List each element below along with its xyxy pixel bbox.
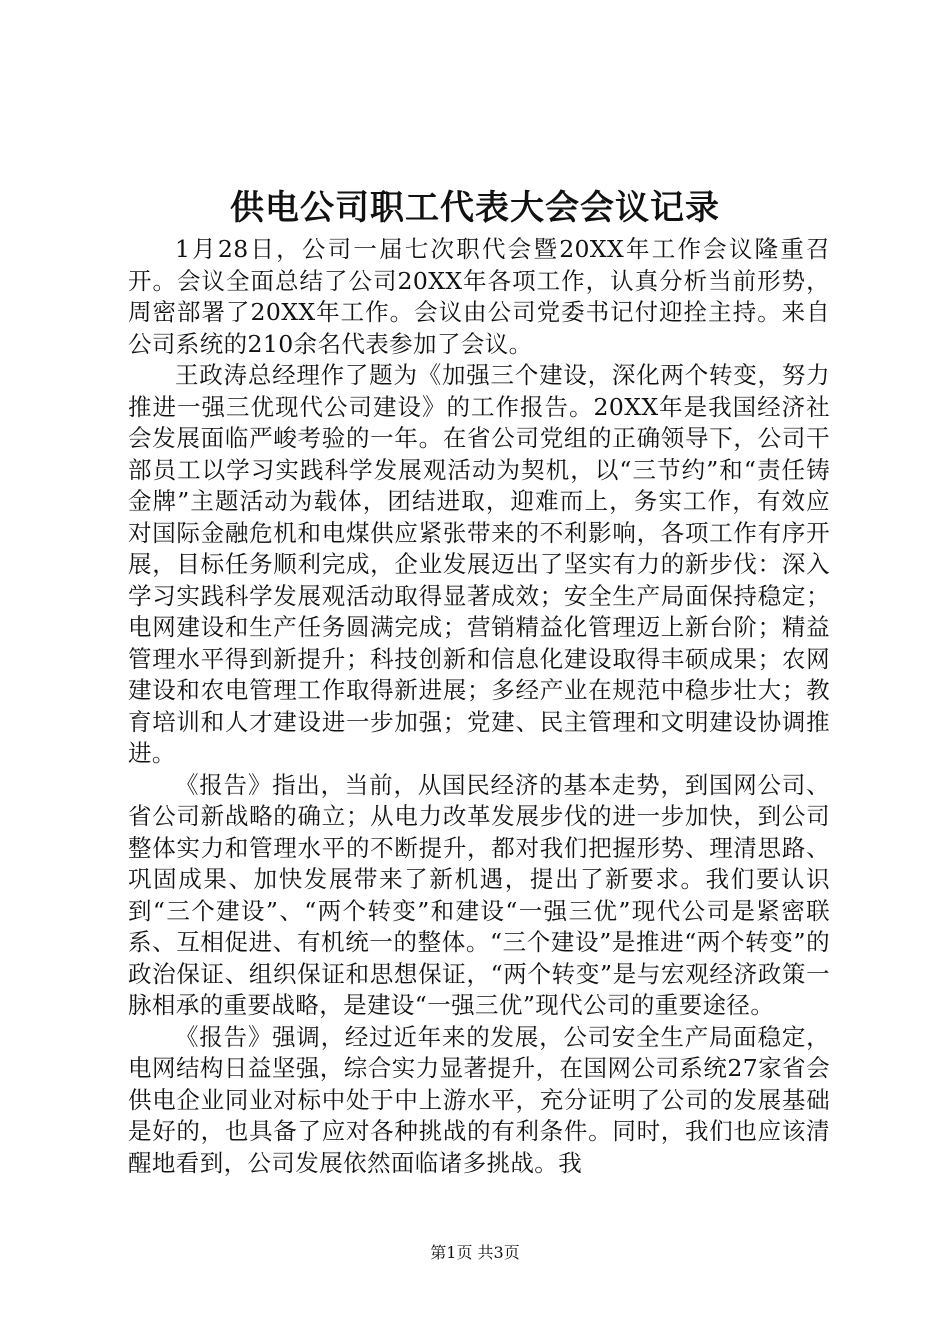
page-number-footer: 第1页 共3页 (430, 1243, 520, 1262)
paragraph: 《报告》指出，当前，从国民经济的基本走势，到国网公司、省公司新战略的确立；从电力改革发展步伐的进一步加快，到公司整体实力和管理水平的不断提升，都对我们把握形势、理清思路、巩固成果、加快发展带来了新机遇，提出了新要求。我们要认识到“三个建设”、“两个转变”和建设“一强三优”现代公司是紧密联系、互相促进、有机统一的整体。“三个建设”是推进“两个转变”的政治保证、组织保证和思想保证，“两个转变”是与宏观经济政策一脉相承的重要战略，是建设“一强三优”现代公司的重要途径。 (128, 770, 830, 1019)
document-body (128, 234, 830, 1179)
paragraph: 1月28日，公司一届七次职代会暨20XX年工作会议隆重召开。会议全面总结了公司20XX年各项工作，认真分析当前形势，周密部署了20XX年工作。会议由公司党委书记付迎拴主持。来自公司系统的210余名代表参加了会议。 (128, 235, 830, 358)
paragraph: 王政涛总经理作了题为《加强三个建设，深化两个转变，努力推进一强三优现代公司建设》的工作报告。20XX年是我国经济社会发展面临严峻考验的一年。在省公司党组的正确领导下，公司干部员工以学习实践科学发展观活动为契机，以“三节约”和“责任铸金牌”主题活动为载体，团结进取，迎难而上，务实工作，有效应对国际金融危机和电煤供应紧张带来的不利影响，各项工作有序开展，目标任务顺利完成，企业发展迈出了坚实有力的新步伐：深入学习实践科学发展观活动取得显著成效；安全生产局面保持稳定；电网建设和生产任务圆满完成；营销精益化管理迈上新台阶；精益管理水平得到新提升；科技创新和信息化建设取得丰硕成果；农网建设和农电管理工作取得新进展；多经产业在规范中稳步壮大；教育培训和人才建设进一步加强；党建、民主管理和文明建设协调推进。 (128, 361, 830, 767)
paragraph: 《报告》强调，经过近年来的发展，公司安全生产局面稳定，电网结构日益坚强，综合实力显著提升，在国网公司系统27家省会供电企业同业对标中处于中上游水平，充分证明了公司的发展基础是好的，也具备了应对各种挑战的有利条件。同时，我们也应该清醒地看到，公司发展依然面临诸多挑战。我 (128, 1022, 830, 1177)
document-title: 供电公司职工代表大会会议记录 (230, 188, 720, 228)
